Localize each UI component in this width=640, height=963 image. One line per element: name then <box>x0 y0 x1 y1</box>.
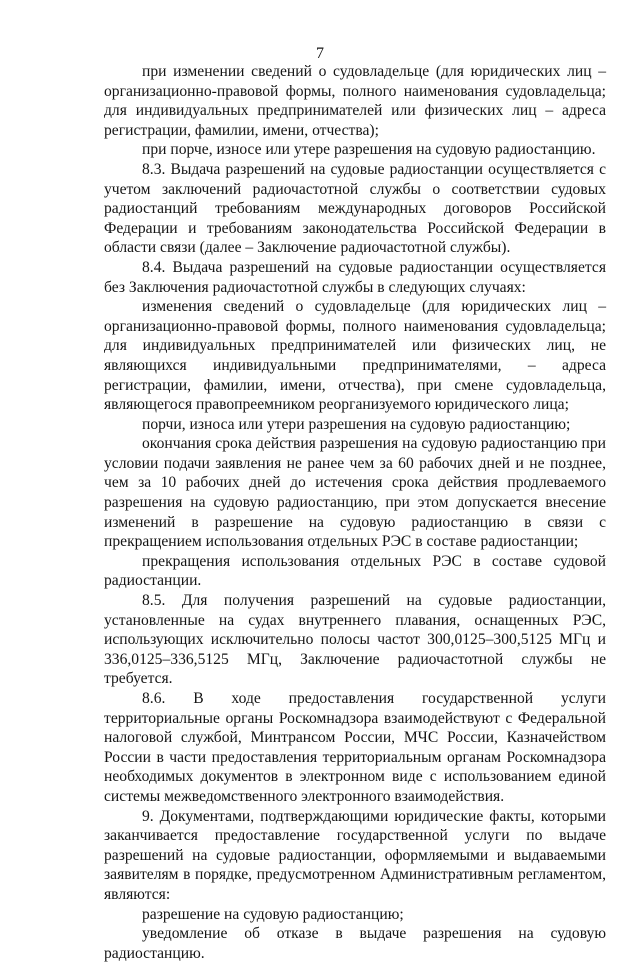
paragraph: при порче, износе или утере разрешения на судовую радиостанцию. <box>142 141 596 159</box>
paragraph: 8.5. Для получения разрешений на судовые радиостанции, установленные на судах внутреннего плавания, оснащенных РЭС, использующих исключительно полосы частот 300,0125–300,5125 МГц и 336,0125–336,5125 МГц, Заключение радиочастотной службы не требуется. <box>104 592 606 688</box>
paragraph: 8.6. В ходе предоставления государственной услуги территориальные органы Роскомнадзора взаимодействуют с Федеральной налоговой службой, Минтрансом России, МЧС России, Казначейством России в части предоставления территориальным органам Роскомнадзора необходимых документов в электронном виде с использованием единой системы межведомственного электронного взаимодействия. <box>104 690 606 805</box>
paragraph: 8.3. Выдача разрешений на судовые радиостанции осуществляется с учетом заключений радиочастотной службы о соответствии судовых радиостанций требованиям международных договоров Российской Федерации и требованиям законодательства Российской Федерации в области связи (далее – Заключение радиочастотной службы). <box>104 160 606 257</box>
paragraph: 8.4. Выдача разрешений на судовые радиостанции осуществляется без Заключения радиочастотной службы в следующих случаях: <box>104 258 606 296</box>
paragraph: 9. Документами, подтверждающими юридические факты, которыми заканчивается предоставление государственной услуги по выдаче разрешений на судовые радиостанции, оформляемыми и выдаваемыми заявителям в порядке, предусмотренном Административным регламентом, являются: <box>104 807 606 903</box>
paragraph: разрешение на судовую радиостанцию; <box>142 905 404 923</box>
document-body <box>104 62 606 963</box>
paragraph: прекращения использования отдельных РЭС в составе судовой радиостанции. <box>104 552 606 590</box>
paragraph: изменения сведений о судовладельце (для юридических лиц – организационно-правовой формы, полного наименования судовладельца; для индивидуальных предпринимателей или физических лиц, не являющихся индивидуальными предпринимателями, – адреса регистрации, фамилии, имени, отчества), при смене судовладельца, являющегося правопреемником реорганизуемого юридического лица; <box>104 298 606 414</box>
paragraph: при изменении сведений о судовладельце (для юридических лиц – организационно-правовой формы, полного наименования судовладельца; для индивидуальных предпринимателей или физических лиц – адреса регистрации, фамилии, имени, отчества); <box>104 63 606 139</box>
page-number: 7 <box>316 45 324 62</box>
paragraph: уведомление об отказе в выдаче разрешения на судовую радиостанцию. <box>104 925 606 962</box>
paragraph: окончания срока действия разрешения на судовую радиостанцию при условии подачи заявления не ранее чем за 60 рабочих дней и не позднее, чем за 10 рабочих дней до истечения срока действия продлеваемого разрешения на судовую радиостанцию, при этом допускается внесение изменений в разрешение на судовую радиостанцию в связи с прекращением использования отдельных РЭС в составе радиостанции; <box>104 435 606 551</box>
paragraph: порчи, износа или утери разрешения на судовую радиостанцию; <box>142 415 571 433</box>
